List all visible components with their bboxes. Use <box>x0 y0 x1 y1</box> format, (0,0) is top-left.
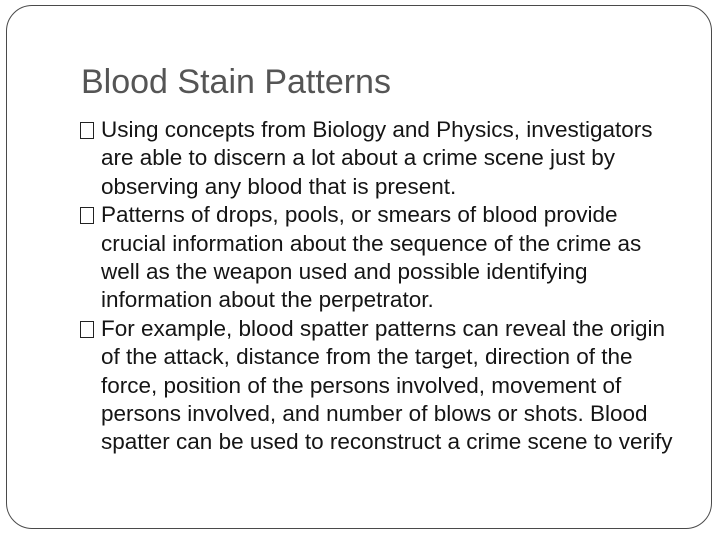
box-bullet-icon <box>80 122 94 139</box>
bullet-item <box>80 201 680 315</box>
bullet-text: Using concepts from Biology and Physics, investigators are able to discern a lot about a crime scene just by observing any blood that is present. <box>101 117 653 199</box>
slide-title: Blood Stain Patterns <box>81 63 391 101</box>
bullet-item <box>80 315 680 457</box>
box-bullet-icon <box>80 321 94 338</box>
bullet-list <box>80 116 680 457</box>
bullet-text: Patterns of drops, pools, or smears of blood provide crucial information about the sequence of the crime as well as the weapon used and possible identifying information about the perpetrator. <box>101 202 642 313</box>
bullet-item <box>80 116 680 201</box>
box-bullet-icon <box>80 207 94 224</box>
bullet-text: For example, blood spatter patterns can reveal the origin of the attack, distance from the target, direction of the force, position of the persons involved, movement of persons involved, and number of blows or shots. Blood spatter can be used to reconstruct a crime scene to verify <box>101 315 673 455</box>
